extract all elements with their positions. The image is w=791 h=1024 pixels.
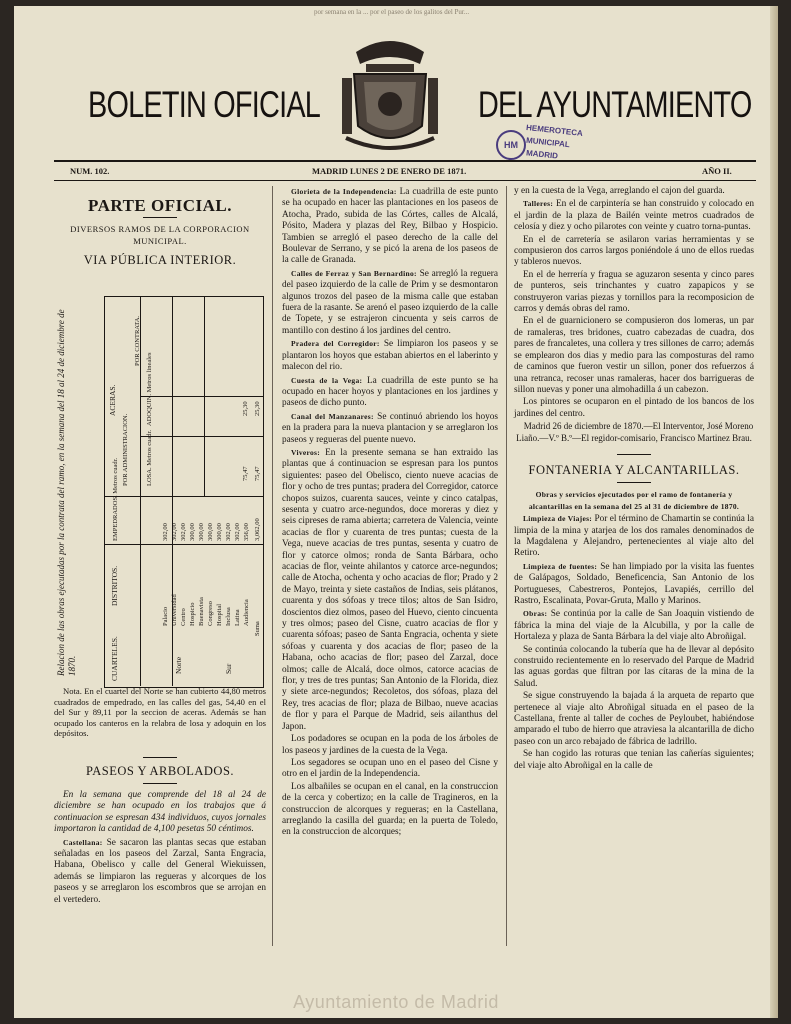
paragraph-text: La cuadrilla de este punto se ha ocupado en hacer las plantaciones en los paseos de Atocha, Prado, subida de las Córtes, calles de Alcalá, Pósito, Madera y plazas del Rey, Bilbao y Hospicio. Tambien se arregló el paseo derecho de la calle del Boulevar de Serrano, y se picó la arena de los paseos de la calle de Granada. [282, 187, 498, 266]
divider [143, 217, 177, 218]
losa-total-2: 75,47 [254, 466, 261, 481]
paragraph [282, 268, 498, 337]
watermark: Ayuntamiento de Madrid [293, 992, 499, 1012]
stamp-line-1: HEMEROTECA [525, 123, 584, 138]
empedrado-value: 302,00 [234, 523, 241, 541]
adoquin-total: 25,30 [242, 401, 249, 416]
section-heading: VIA PÚBLICA INTERIOR. [83, 253, 237, 268]
empedrado-value: 302,00 [171, 523, 178, 541]
castellana-text: Se sacaron las plantas secas que estaban señaladas en los paseos del Zarzal, Santa Engracia, Habana, Obelisco y calle del General Wiekuissen, además se limpiaron las regueras y alcorques de los paseos y se arreglaron los escombros que se arrojan en el vertedero. [54, 837, 266, 905]
castellana-paragraph [54, 837, 266, 906]
table-head-adoquin: ADOQUIN. Metros lineales [146, 352, 153, 426]
section-subtitle: DIVERSOS RAMOS DE LA CORPORACION MUNICIPAL. [70, 224, 250, 246]
paragraph [514, 316, 754, 396]
paseos-heading: PASEOS Y ARBOLADOS. [85, 763, 235, 778]
table-head-empedrados: EMPEDRADOS. Metros cuadr. [112, 457, 119, 541]
divider [617, 482, 651, 483]
empedrado-value: 300,00 [207, 523, 214, 541]
column-2 [282, 186, 498, 840]
paragraph-text: y en la cuesta de la Vega, arreglando el cajon del guarda. [514, 186, 725, 196]
paragraph [282, 782, 498, 839]
distrito-name: Hospicio [189, 602, 196, 626]
paragraph [282, 186, 498, 267]
paragraph-lead: Obras: [523, 609, 548, 619]
column-3 [514, 186, 754, 773]
paragraph-text: Se sigue construyendo la bajada á la arqueta de reparto que pertenece al viaje alto Abroñigal situada en el paseo de la Castellana, frente al taller de coches de Peyloubet, habiéndose amparado el tubo de hierro que atraviesa la alcantarilla de dicho paseo con un arco rebajado de fábrica de ladrillo. [514, 691, 754, 747]
table-head-contrata: POR CONTRATA. [134, 315, 141, 366]
paragraph-text: Los podadores se ocupan en la poda de los árboles de los paseos y jardines de la cuesta de la Vega. [282, 734, 498, 756]
empedrado-value: 300,00 [198, 523, 205, 541]
empedrados-total: 3,062,00 [254, 518, 261, 541]
dateline [54, 164, 756, 178]
empedrado-value: 302,00 [162, 523, 169, 541]
paragraph [514, 645, 754, 691]
paragraph-lead: Limpieza de Viajes: [523, 514, 593, 524]
paragraph [282, 411, 498, 446]
divider [617, 454, 651, 455]
issue-number: NUM. 102. [70, 166, 110, 176]
paragraph [282, 758, 498, 781]
issue-year: AÑO II. [702, 166, 732, 176]
column-separator [272, 186, 273, 946]
empedrado-value: 302,00 [225, 523, 232, 541]
paragraph-text: En el de carretería se asilaron varias herramientas y se compusieron dos carros largos poniéndole á uno de ellos ruedas y tableros nuevos. [514, 234, 754, 268]
issue-date: MADRID LUNES 2 DE ENERO DE 1871. [312, 166, 467, 176]
distrito-name: Latina [234, 609, 241, 626]
distrito-name: Congreso [207, 601, 214, 626]
cuartel-norte: Norte [174, 656, 183, 674]
paragraph [514, 691, 754, 748]
paragraph-lead: Pradera del Corregidor: [291, 339, 380, 349]
paragraph [282, 375, 498, 410]
paragraph [514, 513, 754, 560]
paragraph-text: En la presente semana se han extraido las plantas que á continuacion se espresan para los puntos siguientes: paseo del Obelisco, ciento nueve acacias de flor y ocho de tres puntas; pradera del Corregidor, catorce chopos suizos, cuarenta sauces, veinte y cinco catalpas, sesenta y cuatro arce-negundos, doce moreras y diez y seis cipreses de rama abierta; carretera de Valencia, veinte acacias de flor y cuarenta de tres puntas; cuesta de la Vega, nueve acacias de tres puntas, sesenta y cuatro de flor y catorce olmos; ronda de Santa Bárbara, ocho acacias de flor, veinte ahilantos y catorce arce-negundos; calle de Atocha, ochenta y ocho acacias de flor; Prado y 2 de Mayo, treinta y siete castaños de Indias, seis plátanos, cuarenta y dos sófoas y trece tilos; altos de San Isidro, doscientos diez olmos, paseo del Huevo, ciento cincuenta y tres olmos; paseo del Cisne, cuatro acacias de flor y cuarenta sófoas; paseo de Santa Engracia, ochenta y siete sófoas y cuarenta y dos acacias de flor; paseo de la Habana, ocho acacias de flor; paseo del Zarzal, doce olmos; calle de Alcalá, doce olmos, catorce acacias de flor, y tres de tres puntas; San Antonio de la Florida, diez y siete arce-negundos; Recoletos, dos sófoas, plaza del Rey, tres acacias de flor; plaza de Bilbao, nueve acacias de flor y para el Parque de Madrid, seis ailanthus del Japon. [282, 447, 498, 732]
empedrado-value: 302,00 [180, 523, 187, 541]
table-head-admin: POR ADMINISTRACION. [122, 413, 129, 486]
losa-total: 75,47 [242, 466, 249, 481]
empedrado-value: 300,00 [216, 523, 223, 541]
distrito-name: Palacio [162, 606, 169, 626]
paragraph-text: Se han cogido las roturas que tenian las cañerías siguientes; del viaje alto Abroñigal en la calle de [514, 749, 754, 771]
distrito-name: Inclusa [225, 607, 232, 626]
page-edge [770, 6, 778, 1018]
table-caption: Relacion de las obras ejecutadas por la contrata del ramo, en la semana del 18 al 24 de diciembre de 1870. [56, 309, 77, 676]
signature: Madrid 26 de diciembre de 1870.—El Interventor, José Moreno Liaño.—V.º B.º—El regidor-comisario, Francisco Martinez Brau. [516, 421, 754, 443]
paragraph [282, 447, 498, 733]
stamp-line-2: MUNICIPAL [525, 135, 571, 150]
col3-paragraphs-2 [514, 513, 754, 772]
paragraph-text: Los pintores se ocuparon en el pintado de los bancos de los jardines del centro. [514, 397, 754, 419]
column-1 [54, 186, 266, 273]
paragraph-text: Se continúa colocando la tubería que ha de llevar al depósito construido recientemente en lo reservado del Parque de Madrid las aguas gordas que filtran por las cítaras de la mina de la Salud. [514, 644, 754, 689]
paragraph [282, 338, 498, 373]
paragraph-text: Por el término de Chamartin se continúa la limpia de la mina y atarjea de los dos ramales denominados de la Magdalena y Alejandro, pertenecientes al viaje alto del Retiro. [514, 514, 754, 559]
paragraph-text: Los albañiles se ocupan en el canal, en la construccion de la cerca y cobertizo; en la calle de Tragineros, en la construccion de alcorques y regueras; en la Castellana, arreglando la casilla del guarda; en la puerta de Toledo, en la construccion de alcorques; [282, 781, 498, 838]
distrito-name: Buenavista [198, 597, 205, 626]
adoquin-total-2: 25,30 [254, 401, 261, 416]
distrito-name: Hospital [216, 603, 223, 626]
bleed-through-text: por semana en la ... por el paseo de los galitos del Pur... [314, 8, 470, 16]
castellana-lead: Castellana: [63, 837, 103, 847]
divider [143, 757, 177, 758]
paragraph [514, 749, 754, 772]
paragraph [514, 186, 754, 197]
paragraph-text: Se continúa por la calle de San Joaquin vistiendo de fábrica la mina del viaje de la Alcubilla, y por la calle de Hortaleza y plaza de Santa Bárbara la del viaje alto Abroñigal. [514, 609, 754, 643]
paragraph [514, 198, 754, 233]
paragraph-lead: Talleres: [523, 199, 554, 209]
paragraph-text: Los segadores se ocupan uno en el paseo del Cisne y otro en el jardin de la Independencia. [282, 757, 498, 780]
coat-of-arms-icon [336, 34, 444, 154]
distrito-name: Audiencia [243, 599, 250, 626]
cuartel-sur: Sur [224, 663, 233, 674]
col3-paragraphs [514, 186, 754, 420]
suma-label: Suma [254, 621, 261, 636]
table-head-aceras: ACERAS. [108, 384, 117, 416]
paragraph-text: Se limpiaron los paseos y se plantaron los hoyos que estaban abiertos en el laberinto y malecon del rio. [282, 339, 498, 373]
newspaper-page [14, 6, 778, 1018]
fontaneria-intro: Obras y servicios ejecutados por el ramo de fontanería y alcantarillas en la semana del 25 al 31 de diciembre de 1870. [528, 490, 740, 511]
table-frame [104, 296, 264, 688]
table-note: Nota. En el cuartel del Norte se han cubierto 44,80 metros cuadrados de empedrado, en las calles del gas, 54,40 en el del Sur y 89,11 por la seccion de aceras. Además se han ocupado los canteros en la relabra de losa y adoquin en los depósitos. [54, 686, 266, 738]
paragraph [514, 397, 754, 420]
paragraph-text: La cuadrilla de este punto se ha ocupado en hacer hoyos y plantaciones en los jardines y paseos de dicho punto. [282, 375, 498, 409]
paragraph-lead: Cuesta de la Vega: [291, 375, 363, 385]
stamp-circle-icon: HM [496, 130, 526, 160]
paragraph [514, 561, 754, 608]
section-title: PARTE OFICIAL. [88, 196, 232, 215]
empedrado-value: 300,00 [189, 523, 196, 541]
distrito-name: Centro [180, 608, 187, 626]
paragraph-text: Se arregló la reguera del paseo izquierdo de la calle de Prim y se desmontaron algunos trozos del paseo de la misma calle que estaban fuera de la rasante. Se arenó el paseo izquierdo de la calle de Topete, y se estrajeron cincuenta y seis carros de mantillo con destino á los jardines del centro. [282, 268, 499, 336]
paragraph-lead: Limpieza de fuentes: [523, 561, 598, 571]
table-head-cuarteles: CUARTELES. [110, 636, 119, 681]
paragraph-lead: Canal del Manzanares: [291, 411, 374, 421]
table-head-distritos: DISTRITOS. [110, 565, 119, 606]
paseos-intro: En la semana que comprende del 18 al 24 de diciembre se han ocupado en los trabajos que á continuacion se espresan 434 individuos, cuyos jornales importaron la cantidad de 4,100 pesetas 50 céntimos. [54, 789, 266, 835]
paragraph [514, 270, 754, 316]
fontaneria-heading: FONTANERIA Y ALCANTARILLAS. [528, 462, 740, 477]
table-head-losa: LOSA. Metros cuadr. [146, 430, 153, 486]
masthead-rule [54, 160, 756, 162]
empedrado-value: 356,00 [243, 523, 250, 541]
paragraph-text: En el de guarnicionero se compusieron dos lomeras, un par de ramaleras, tres bridones, cuatro cabezadas de cuadra, dos pares de francaletes, una collera y tres sillones de carro; además se emplearon dos dias y medio para las composturas del ramo de caminos que fueron vestir un sillon, poner dos refuerzos á una retranca, recoser unas ramaleras, hacer dos barrigueras de sillon nuevas y poner una almohadilla á un cabezon. [514, 316, 754, 395]
paragraph-lead: Calles de Ferraz y San Bernardino: [291, 268, 417, 278]
paragraph-text: Se han limpiado por la visita las fuentes de Galápagos, Soldado, Beneficencia, San Antonio de los Portugueses, Cabestreros, Pontejos, Lavapiés, cerrillo del Rastro, Escalinata, Povar-Gruta, Mallo y Marinos. [514, 561, 754, 606]
paragraph-text: En el de herrería y fragua se aguzaron sesenta y cinco pares de punteros, seis trinchantes y cuatro zapapicos y se construyeron varias piezas y tornillos para la recomposicion de carros y demás obras del ramo. [514, 269, 754, 315]
paragraph [514, 608, 754, 643]
distrito-name: Universidad [171, 594, 178, 626]
masthead [54, 34, 754, 162]
masthead-right-title: DEL AYUNTAMIENTO [478, 84, 752, 125]
paragraph-lead: Glorieta de la Independencia: [291, 187, 397, 196]
paragraph-text: Se continuó abriendo los hoyos en la pradera para la nueva plantacion y se arreglaron los paseos y regueras del puente nuevo. [282, 411, 499, 445]
paragraph-text: En el de carpintería se han construido y colocado en el jardin de la plaza de Bailén veinte metros cuadrados de celosía y diez y ocho pilarotes con veinte y cuatro torna-puntas. [514, 199, 755, 233]
column-separator [506, 186, 507, 946]
paragraph [514, 235, 754, 269]
paragraph [282, 734, 498, 757]
stamp-line-3: MADRID [525, 148, 559, 161]
works-table [56, 296, 264, 686]
paragraph-lead: Viveros: [291, 447, 321, 457]
dateline-rule [54, 180, 756, 181]
divider [143, 783, 177, 784]
column-1-lower [54, 686, 266, 907]
masthead-left-title: BOLETIN OFICIAL [88, 84, 321, 125]
